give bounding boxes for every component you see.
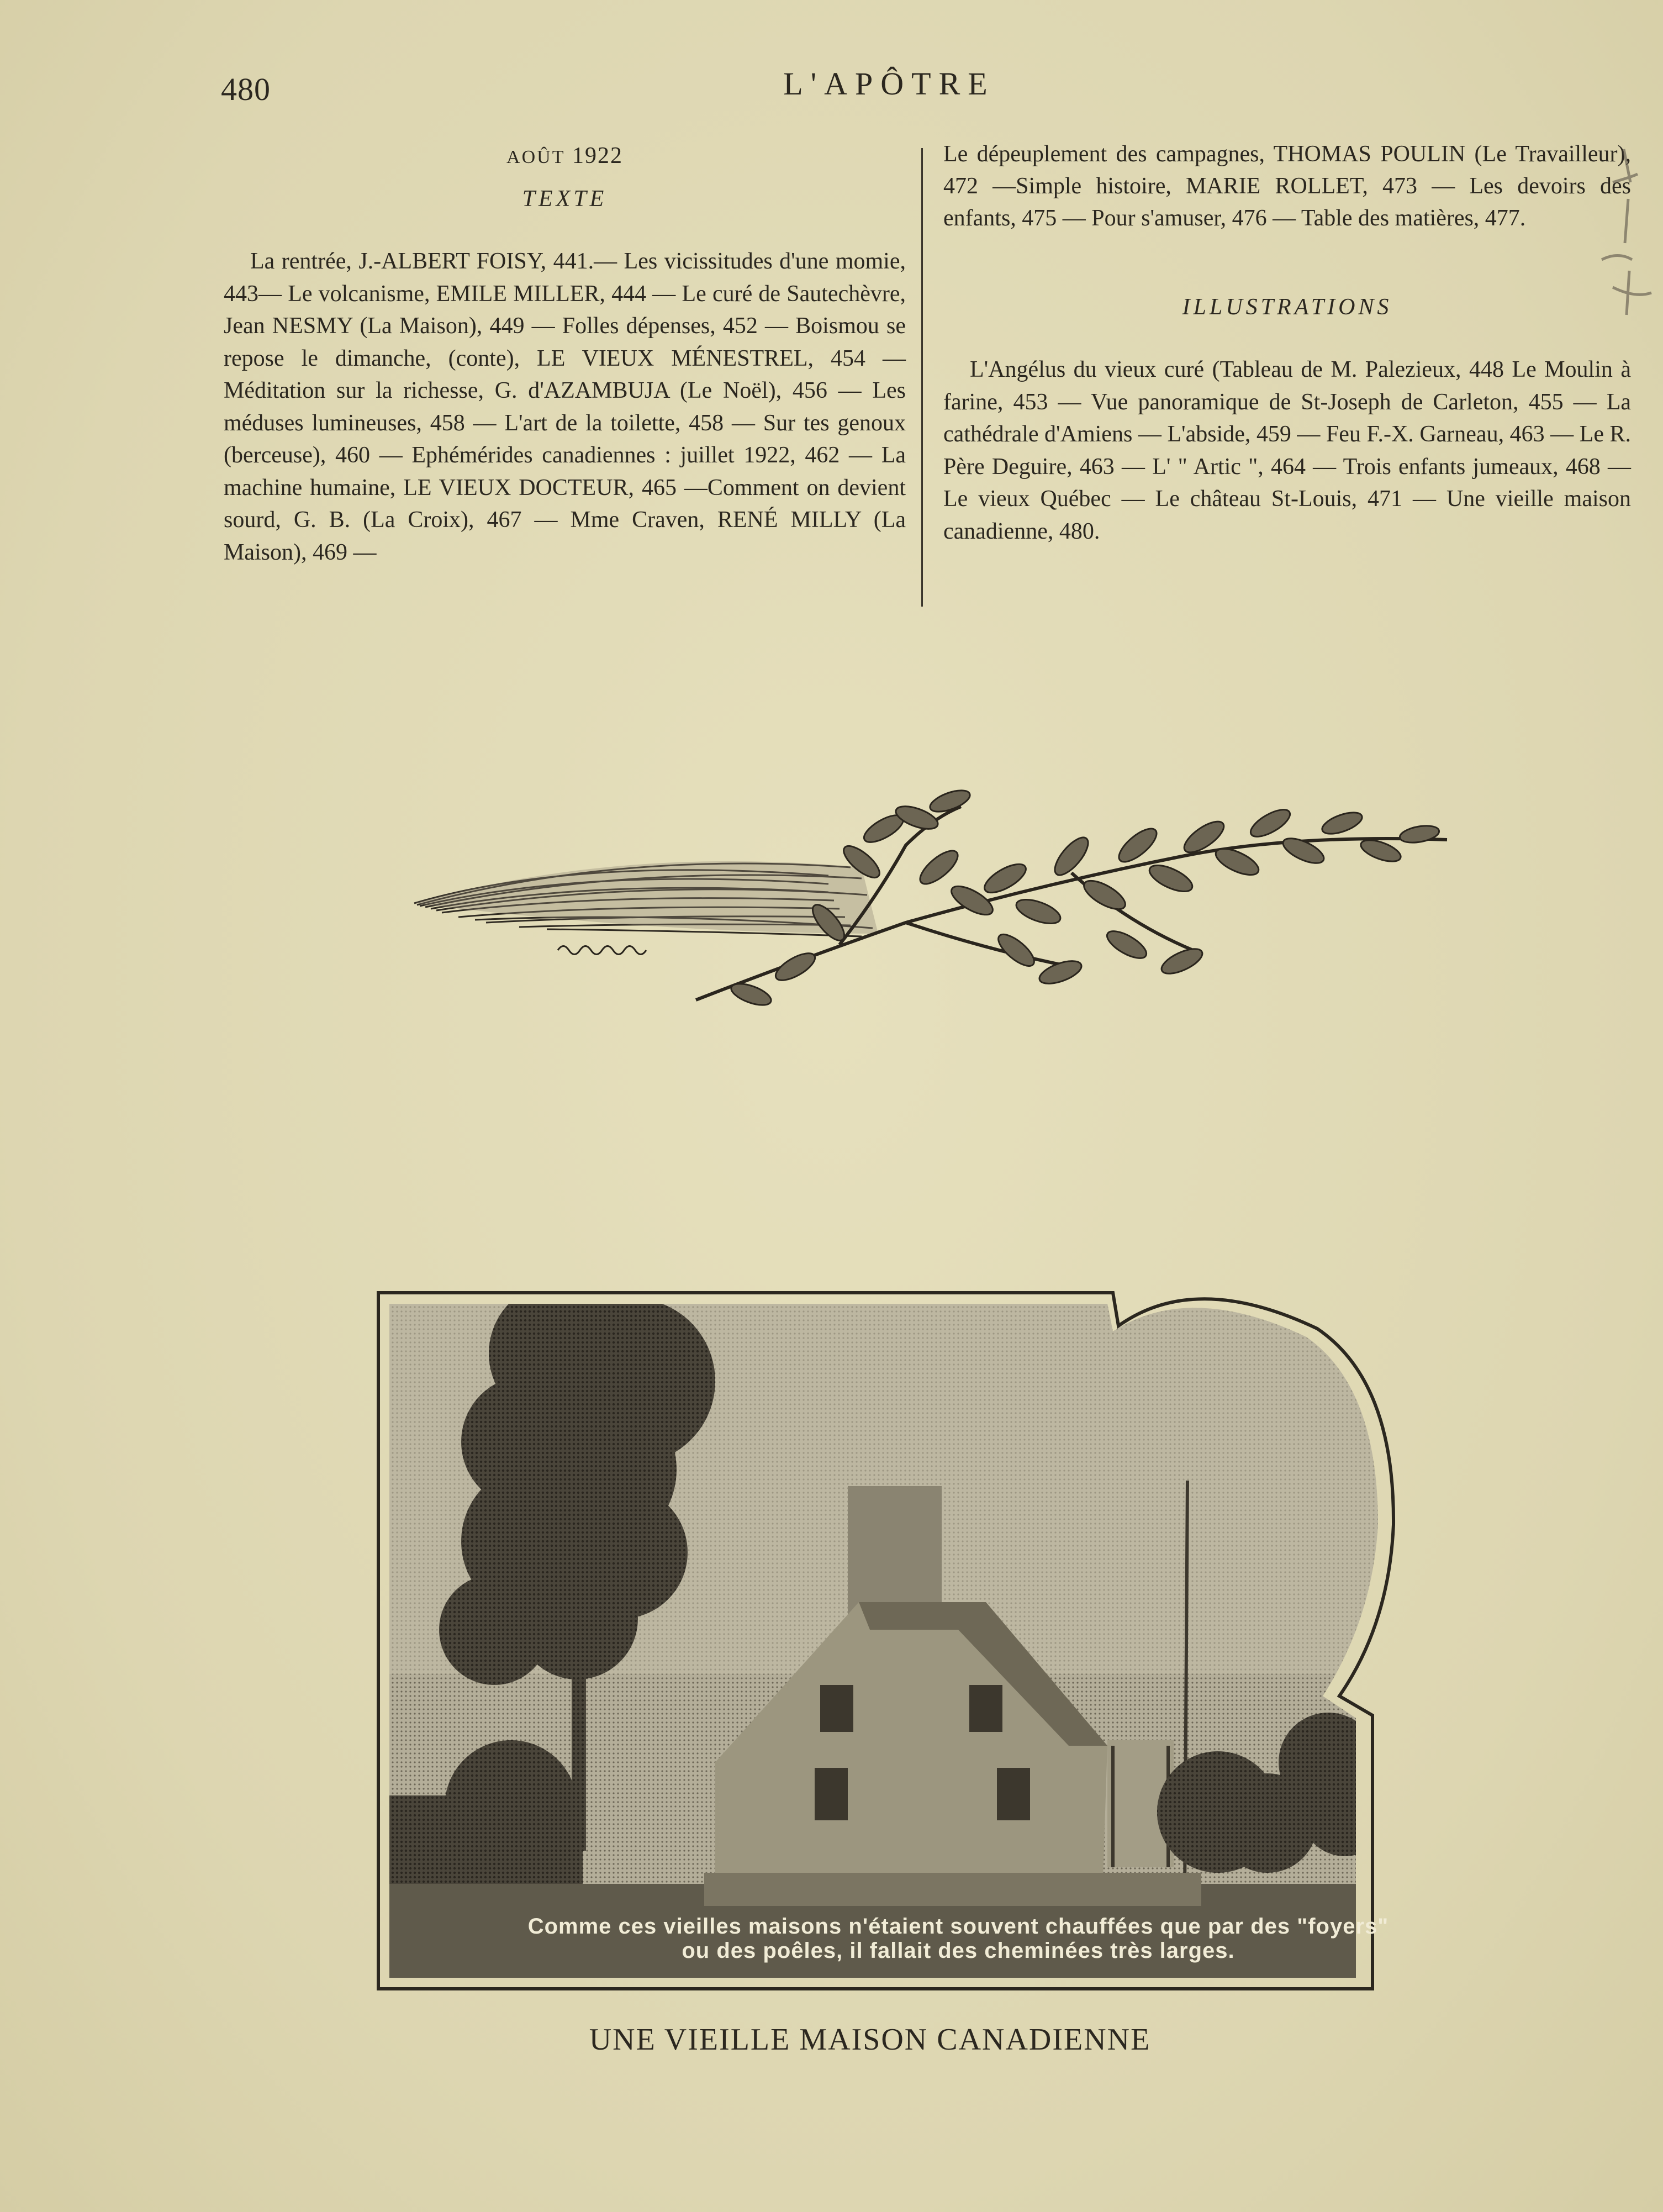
- illustrations-contents-paragraph: L'Angélus du vieux curé (Tableau de M. Palezieux, 448 Le Moulin à farine, 453 — Vue panoramique de St-Joseph de Carleton, 455 — La cathédrale d'Amiens — L'abside, 459 — Feu F.-X. Garneau, 463 — Le R. Père Deguire, 463 — L' " Artic ", 464 — Trois enfants jumeaux, 468 — Le vieux Québec — Le château St-Louis, 471 — Une vieille maison canadienne, 480.: [943, 357, 1631, 544]
- date-heading-year: 1922: [572, 143, 623, 168]
- illustrations-heading: ILLUSTRATIONS: [1182, 294, 1392, 320]
- texte-heading: TEXTE: [522, 186, 608, 212]
- page-number: 480: [221, 71, 271, 107]
- right-column: [943, 138, 1631, 547]
- photo-caption-line-1: Comme ces vieilles maisons n'étaient souvent chauffées que par des "foyers": [527, 1914, 1389, 1939]
- texte-contents-continued: Le dépeuplement des campagnes, THOMAS POULIN (Le Travailleur), 472 —Simple histoire, MARIE ROLLET, 473 — Les devoirs des enfants, 475 — Pour s'amuser, 476 — Table des matières, 477.: [943, 141, 1631, 231]
- column-divider: [921, 148, 923, 607]
- photo-caption-line-2: ou des poêles, il fallait des cheminées très larges.: [682, 1939, 1235, 1963]
- old-house-photo: [373, 1287, 1544, 1994]
- date-heading-month: AOÛT: [506, 147, 566, 167]
- decorative-branch-ornament: [409, 784, 1453, 1039]
- texte-contents-paragraph: La rentrée, J.-ALBERT FOISY, 441.— Les vicissitudes d'une momie, 443— Le volcanisme, EMILE MILLER, 444 — Le curé de Sautechèvre, Jean NESMY (La Maison), 449 — Folles dépenses, 452 — Boismou se repose le dimanche, (conte), LE VIEUX MÉNESTREL, 454 — Méditation sur la richesse, G. d'AZAMBUJA (Le Noël), 456 — Les méduses lumineuses, 458 — L'art de la toilette, 458 — Sur tes genoux (berceuse), 460 — Ephémérides canadiennes : juillet 1922, 462 — La machine humaine, LE VIEUX DOCTEUR, 465 —Comment on devient sourd, G. B. (La Croix), 467 — Mme Craven, RENÉ MILLY (La Maison), 469 —: [224, 249, 906, 565]
- running-title: L'APÔTRE: [783, 66, 995, 102]
- photo-title: UNE VIEILLE MAISON CANADIENNE: [589, 2023, 1151, 2057]
- pencil-marks: [1580, 133, 1657, 365]
- left-column: [224, 143, 906, 568]
- photo-caption: [398, 1914, 1519, 1963]
- date-heading: [224, 143, 906, 169]
